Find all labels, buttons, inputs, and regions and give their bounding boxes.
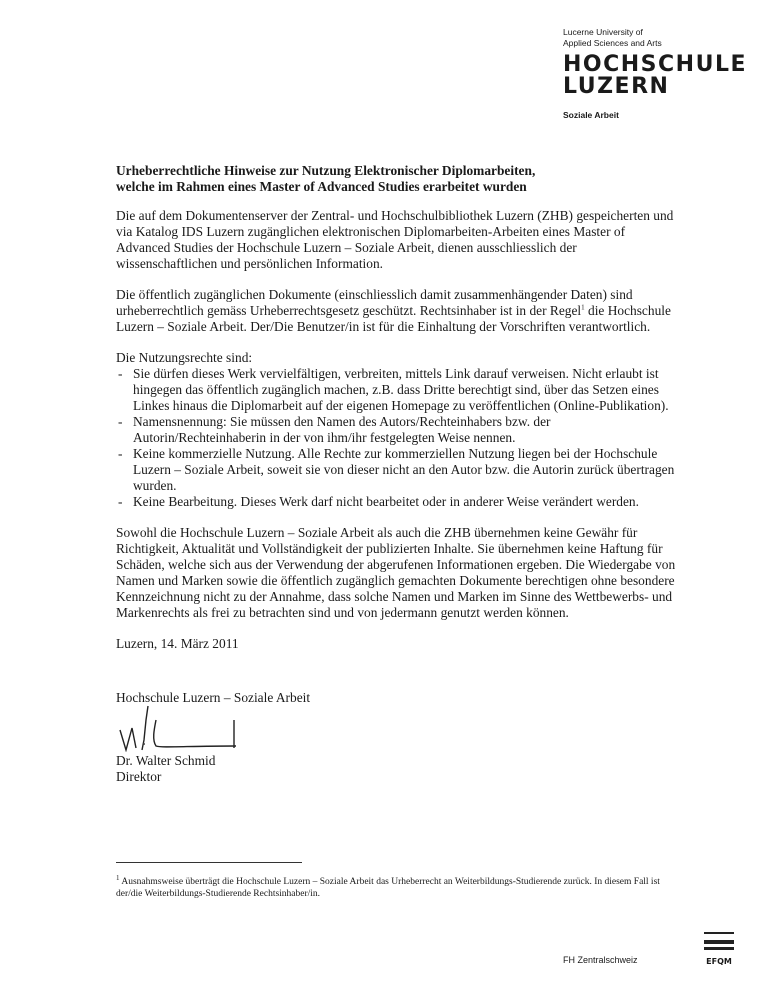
document-title — [116, 163, 681, 195]
paragraph-copyright — [116, 287, 681, 335]
date-line: Luzern, 14. März 2011 — [116, 636, 239, 651]
paragraph-disclaimer: Sowohl die Hochschule Luzern – Soziale Arbeit als auch die ZHB übernehmen keine Gewähr für Richtigkeit, Aktualität und Vollständigkeit der publizierten Inhalte. Sie übernehmen keine Haftung für Schäden, welche sich aus der Verwendung der abgerufenen Informationen ergeben. Die Wiedergabe von Namen und Marken sowie die öffentlich zugänglich gemachten Dokumente berechtigen ohne besondere Kennzeichnung nicht zu der Annahme, dass solche Namen und Marken im Sinne des Wettbewerbs- und Markenrechts als frei zu betrachten sind und von jedermann genutzt werden können. — [116, 525, 676, 620]
university-line-1: Lucerne University of — [563, 27, 643, 37]
rights-item: - Keine kommerzielle Nutzung. Alle Rechte zur kommerziellen Nutzung liegen bei der Hochschule Luzern – Soziale Arbeit, soweit sie von dieser nicht an den Autor bzw. die Autorin zurück übertragen wurden. — [116, 446, 681, 494]
footnote-divider — [116, 862, 302, 863]
institution-line: Hochschule Luzern – Soziale Arbeit — [116, 690, 311, 705]
signer — [116, 753, 215, 785]
footnote-text: Ausnahmsweise überträgt die Hochschule Luzern – Soziale Arbeit das Urheberrecht an Weiterbildungs-Studierende zurück. In diesem Fall ist der/die Weiterbildungs-Studierende Rechtsinhaber/in. — [116, 877, 660, 900]
brand-wordmark — [563, 54, 747, 98]
document-body — [116, 163, 681, 667]
handwritten-signature — [116, 700, 256, 752]
signature-block — [116, 690, 416, 752]
university-line-2: Applied Sciences and Arts — [563, 38, 662, 48]
rights-intro: Die Nutzungsrechte sind: — [116, 350, 253, 365]
signer-title: Direktor — [116, 769, 162, 784]
title-line-2: welche im Rahmen eines Master of Advanced Studies erarbeitet wurden — [116, 179, 527, 194]
brand-line-2: LUZERN — [563, 74, 670, 99]
footer-network: FH Zentralschweiz — [563, 955, 638, 965]
rights-item: - Sie dürfen dieses Werk vervielfältigen, verbreiten, mittels Link darauf verweisen. Nicht erlaubt ist hingegen das öffentlich zugänglich machen, z.B. dass Dritte berechtigt sind, über das Setzen eines Linkes hinaus die Diplomarbeit auf der eigenen Homepage zu veröffentlichen (Online-Publikation). — [116, 366, 681, 414]
paragraph-server: Die auf dem Dokumentenserver der Zentral- und Hochschulbibliothek Luzern (ZHB) gespeicherten und via Katalog IDS Luzern zugänglichen elektronischen Diplomarbeiten-Arbeiten eines Master of Advanced Studies der Hochschule Luzern – Soziale Arbeit, dienen ausschliesslich der wissenschaftlichen und persönlichen Information. — [116, 208, 674, 271]
rights-item: - Keine Bearbeitung. Dieses Werk darf nicht bearbeitet oder in anderer Weise verändert werden. — [116, 494, 681, 510]
footnote-number: 1 — [116, 874, 120, 882]
title-line-1: Urheberrechtliche Hinweise zur Nutzung Elektronischer Diplomarbeiten, — [116, 163, 536, 178]
university-name — [563, 27, 747, 49]
efqm-bar — [704, 932, 734, 934]
brand-line-1: HOCHSCHULE — [563, 52, 747, 77]
footnote-ref: 1 — [581, 303, 585, 312]
efqm-bar — [704, 940, 734, 944]
department-name: Soziale Arbeit — [563, 110, 619, 120]
footnote — [116, 872, 686, 900]
rights-item: - Namensnennung: Sie müssen den Namen des Autors/Rechteinhabers bzw. der Autorin/Rechteinhaberin in der von ihm/ihr festgelegten Weise nennen. — [116, 414, 681, 446]
efqm-label: EFQM — [706, 957, 732, 966]
rights-list — [116, 366, 681, 510]
efqm-logo — [704, 926, 734, 968]
university-logo — [563, 27, 747, 120]
copyright-text: Die öffentlich zugänglichen Dokumente (einschliesslich damit zusammenhängender Daten) sind urheberrechtlich gemäss Urheberrechtsgesetz geschützt. Rechtsinhaber ist in der Regel — [116, 287, 633, 318]
copyright-text-cont: die Hochschule Luzern – Soziale Arbeit. Der/Die Benutzer/in ist für die Einhaltung der Vorschriften verantwortlich. — [116, 303, 671, 334]
efqm-bar — [704, 947, 734, 950]
signer-name: Dr. Walter Schmid — [116, 753, 216, 768]
